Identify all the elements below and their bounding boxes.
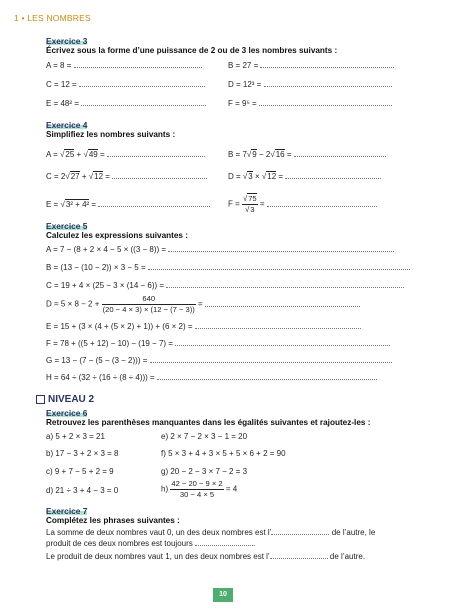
ex6-item-c: c) 9 + 7 − 5 + 2 = 9 bbox=[46, 467, 114, 476]
ex6-item-g: g) 20 − 2 − 3 × 7 − 2 = 3 bbox=[161, 467, 248, 476]
ex6-item-d: d) 21 ÷ 3 + 4 − 3 = 0 bbox=[46, 486, 119, 495]
exercise-3-title: Exercice 3 bbox=[46, 36, 88, 46]
ex5-item-d: D = 5 × 8 − 2 + $\frac{640}{(20 - 4 \times 3) \times (12 - (7 - 3))}$ = bbox=[46, 294, 360, 315]
ex4-item-b: B = 7√9 − 2√16 = bbox=[228, 150, 386, 160]
ex4-item-d: D = √3 × √12 = bbox=[228, 172, 381, 182]
ex3-item-a: A = 8 = bbox=[46, 61, 202, 71]
ex7-sentence-1: La somme de deux nombres vaut 0, un des deux nombres est l’ de l’autre, le produit de ces deux nombres est toujours . bbox=[46, 528, 376, 548]
ex4-item-f: F = $\frac{√75}{√3}$ = bbox=[228, 194, 377, 215]
ex5-item-c: C = 19 + 4 × (25 − 3 × (14 − 6)) = bbox=[46, 281, 404, 291]
ex6-item-a: a) 5 + 2 × 3 = 21 bbox=[46, 432, 105, 441]
ex5-item-g: G = 13 − (7 − (5 − (3 − 2))) = bbox=[46, 356, 392, 366]
ex3-item-e: E = 48² = bbox=[46, 99, 206, 109]
ex6-item-e: e) 2 × 7 − 2 × 3 − 1 = 20 bbox=[161, 432, 248, 441]
ex5-item-f: F = 78 + ((5 + 12) − 10) − (19 − 7) = bbox=[46, 339, 390, 349]
ex3-item-c: C = 12 = bbox=[46, 80, 205, 90]
exercise-7-title: Exercice 7 bbox=[46, 506, 88, 516]
exercise-5-title: Exercice 5 bbox=[46, 221, 88, 231]
ex6-item-f: f) 5 × 3 + 4 + 3 × 5 + 5 × 6 + 2 = 90 bbox=[161, 449, 286, 458]
page-number: 10 bbox=[213, 588, 233, 602]
exercise-6-instruction: Retrouvez les parenthèses manquantes dans les égalités suivantes et rajoutez-les : bbox=[46, 418, 371, 427]
ex3-item-d: D = 12³ = bbox=[228, 80, 392, 90]
ex5-item-h: H = 64 ÷ (32 ÷ (16 ÷ (8 ÷ 4))) = bbox=[46, 373, 377, 383]
exercise-3-instruction: Écrivez sous la forme d’une puissance de 2 ou de 3 les nombres suivants : bbox=[46, 46, 338, 55]
ex5-item-b: B = (13 − (10 − 2)) × 3 − 5 = bbox=[46, 263, 410, 273]
exercise-7-instruction: Complétez les phrases suivantes : bbox=[46, 516, 180, 525]
exercise-5-instruction: Calculez les expressions suivantes : bbox=[46, 231, 188, 240]
checkbox-icon bbox=[36, 395, 45, 404]
exercise-6-title: Exercice 6 bbox=[46, 408, 88, 418]
ex5-item-e: E = 15 + (3 × (4 + (5 × 2) + 1)) + (6 × 2) = bbox=[46, 322, 361, 332]
ex7-sentence-2: Le produit de deux nombres vaut 1, un des deux nombres est l’ de l’autre. bbox=[46, 552, 366, 561]
ex6-item-b: b) 17 − 3 + 2 × 3 = 8 bbox=[46, 449, 119, 458]
ex3-item-f: F = 9⁵ = bbox=[228, 99, 392, 109]
ex3-item-b: B = 27 = bbox=[228, 61, 394, 71]
ex6-item-h: h) $\frac{42 - 20 - 9 \times 2}{30 - 4 \times 5}$ = 4 bbox=[161, 479, 238, 499]
ex4-item-e: E = √3² + 4² = bbox=[46, 200, 210, 210]
exercise-4-instruction: Simplifiez les nombres suivants : bbox=[46, 130, 176, 139]
ex4-item-a: A = √25 + √49 = bbox=[46, 150, 205, 160]
ex4-item-c: C = 2√27 + √12 = bbox=[46, 172, 207, 182]
ex5-item-a: A = 7 − (8 + 2 × 4 − 5 × ((3 − 8)) = bbox=[46, 245, 394, 255]
chapter-header: 1 • LES NOMBRES bbox=[14, 13, 91, 23]
level-heading: NIVEAU 2 bbox=[36, 394, 94, 405]
exercise-4-title: Exercice 4 bbox=[46, 120, 88, 130]
